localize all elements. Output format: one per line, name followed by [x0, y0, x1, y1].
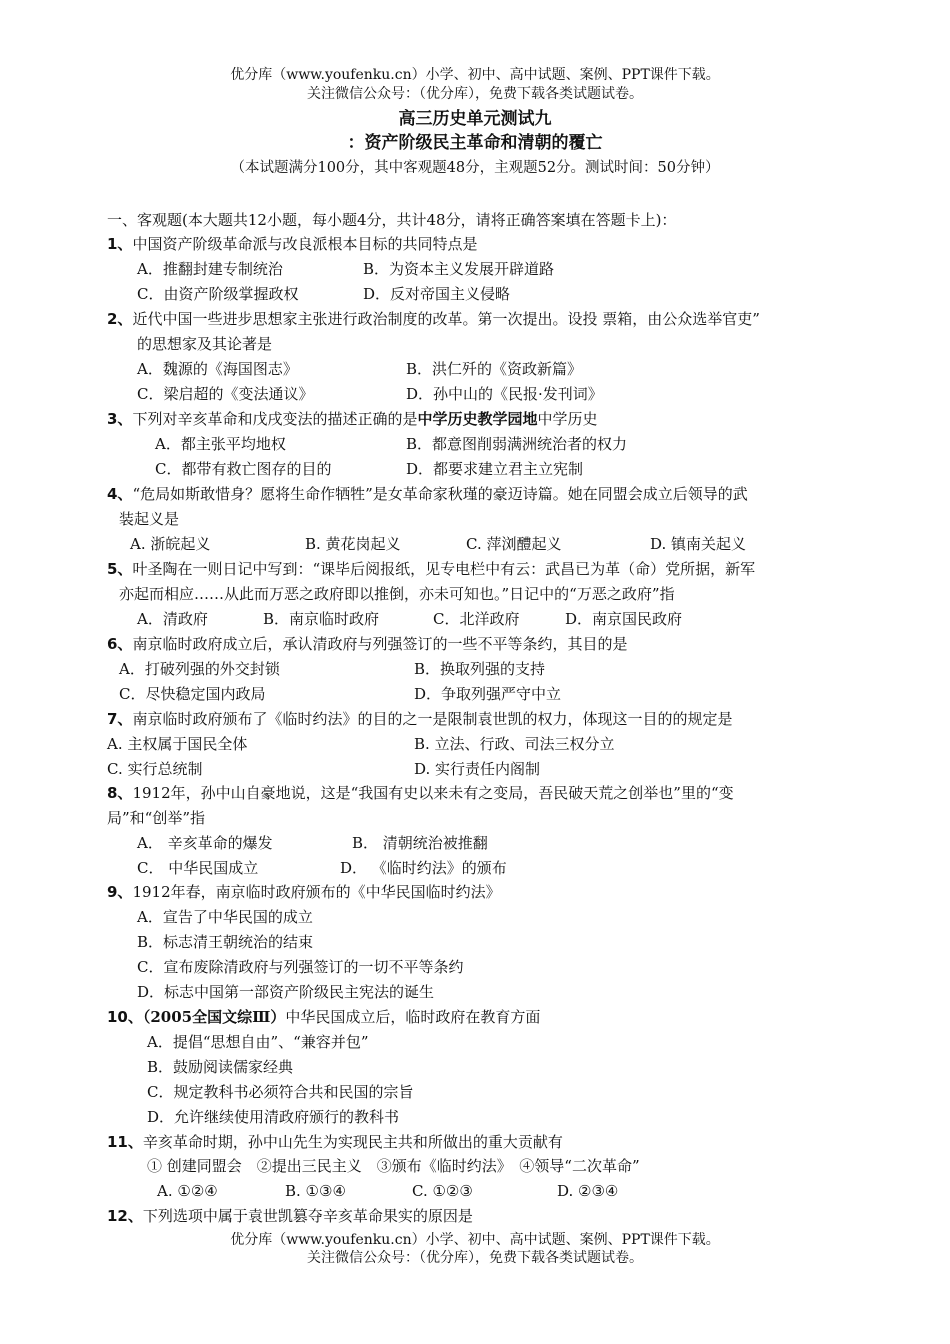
exam-subtitle: ：资产阶级民主革命和清朝的覆亡: [347, 133, 603, 153]
footer-line-2: 关注微信公众号：（优分库），免费下载各类试题试卷。: [307, 1250, 643, 1266]
question-stem: 中国资产阶级革命派与改良派根本目标的共同特点是: [132, 235, 478, 253]
option-a: A． 辛亥革命的爆发: [137, 834, 273, 852]
option-a: A. ①②④: [157, 1182, 218, 1200]
option-d: D．南京国民政府: [565, 610, 683, 628]
question-4-cont: 装起义是: [119, 510, 180, 528]
question-6: [107, 633, 627, 655]
question-8-cont: 局”和“创举”指: [107, 809, 206, 827]
question-number: 7、: [107, 710, 133, 728]
question-7: [107, 708, 732, 730]
question-3: [107, 408, 597, 430]
option-d: D．孙中山的《民报·发刊词》: [406, 385, 603, 403]
option-b: B． 清朝统治被推翻: [352, 834, 488, 852]
option-a: A．都主张平均地权: [155, 435, 286, 453]
question-stem: 下列选项中属于袁世凯篡夺辛亥革命果实的原因是: [142, 1207, 473, 1225]
option-b: B．换取列强的支持: [414, 660, 546, 678]
question-number: 5、: [107, 560, 133, 578]
question-number: 11、: [107, 1133, 143, 1151]
exam-note: （本试题满分100分，其中客观题48分，主观题52分。测试时间：50分钟）: [230, 160, 720, 176]
question-stem: 南京临时政府成立后，承认清政府与列强签订的一些不平等条约，其目的是: [132, 635, 628, 653]
question-stem: 1912年，孙中山自豪地说，这是“我国有史以来未有之变局，吾民破天荒之创举也”里的“变: [132, 784, 734, 802]
option-c: C．规定教科书必须符合共和民国的宗旨: [147, 1083, 414, 1101]
option-a: A. 主权属于国民全体: [107, 735, 248, 753]
option-c: C．由资产阶级掌握政权: [137, 285, 299, 303]
option-b: B. 黄花岗起义: [305, 535, 401, 553]
question-number: 1、: [107, 235, 133, 253]
question-11-items: ① 创建同盟会 ②提出三民主义 ③颁布《临时约法》 ④领导“二次革命”: [147, 1157, 640, 1175]
question-number: 2、: [107, 310, 133, 328]
question-8: [107, 782, 734, 804]
option-c: C．北洋政府: [433, 610, 520, 628]
option-d: D. 镇南关起义: [650, 535, 747, 553]
option-a: A．打破列强的外交封锁: [119, 660, 280, 678]
option-b: B. 立法、行政、司法三权分立: [414, 735, 615, 753]
option-d: D．都要求建立君主立宪制: [406, 460, 584, 478]
option-c: C．梁启超的《变法通议》: [137, 385, 314, 403]
question-5-cont: 亦起而相应……从此而万恶之政府即以推倒，亦未可知也。”日记中的“万恶之政府”指: [119, 585, 675, 603]
header-line-1: 优分库（www.youfenku.cn）小学、初中、高中试题、案例、PPT课件下载。: [230, 67, 720, 83]
question-number: 9、: [107, 883, 133, 901]
question-number: 4、: [107, 485, 133, 503]
option-c: C． 中华民国成立: [137, 859, 259, 877]
option-d: D． 《临时约法》的颁布: [340, 859, 507, 877]
section-heading: 一、客观题(本大题共12小题，每小题4分，共计48分，请将正确答案填在答题卡上)：: [107, 211, 677, 229]
question-5: [107, 558, 755, 580]
option-c: C．都带有救亡图存的目的: [155, 460, 332, 478]
option-b: B．为资本主义发展开辟道路: [363, 260, 555, 278]
option-b: B．鼓励阅读儒家经典: [147, 1058, 294, 1076]
option-b: B．南京临时政府: [263, 610, 380, 628]
option-a: A．提倡“思想自由”、“兼容并包”: [147, 1033, 369, 1051]
question-number: 10、: [107, 1008, 143, 1026]
option-c: C．宣布废除清政府与列强签订的一切不平等条约: [137, 958, 464, 976]
question-number: 12、: [107, 1207, 143, 1225]
option-d: D．反对帝国主义侵略: [363, 285, 511, 303]
question-number: 8、: [107, 784, 133, 802]
question-2: [107, 308, 760, 330]
watermark-text: 中学历史教学园地: [417, 410, 538, 428]
footer-line-1: 优分库（www.youfenku.cn）小学、初中、高中试题、案例、PPT课件下载。: [230, 1232, 720, 1248]
option-a: A．宣告了中华民国的成立: [137, 908, 313, 926]
question-source: （2005全国文综Ⅲ）: [142, 1008, 286, 1026]
question-stem: 叶圣陶在一则日记中写到：“课毕后阅报纸，见专电栏中有云：武昌已为革（命）党所据，新军: [132, 560, 756, 578]
question-stem: 1912年春，南京临时政府颁布的《中华民国临时约法》: [132, 883, 501, 901]
question-4: [107, 483, 748, 505]
exam-title: 高三历史单元测试九: [398, 109, 552, 129]
option-b: B．标志清王朝统治的结束: [137, 933, 314, 951]
option-c: C. 实行总统制: [107, 760, 203, 778]
option-c: C．尽快稳定国内政局: [119, 685, 266, 703]
option-c: C. ①②③: [412, 1182, 473, 1200]
option-a: A．推翻封建专制统治: [137, 260, 283, 278]
question-12: [107, 1205, 473, 1227]
option-d: D．标志中国第一部资产阶级民主宪法的诞生: [137, 983, 435, 1001]
option-c: C. 萍浏醴起义: [466, 535, 562, 553]
option-a: A．魏源的《海国图志》: [137, 360, 298, 378]
option-b: B. ①③④: [285, 1182, 346, 1200]
option-b: B．都意图削弱满洲统治者的权力: [406, 435, 628, 453]
option-b: B．洪仁歼的《资政新篇》: [406, 360, 583, 378]
question-number: 6、: [107, 635, 133, 653]
option-d: D. ②③④: [557, 1182, 619, 1200]
question-10: [107, 1006, 540, 1028]
question-stem: 中华民国成立后，临时政府在教育方面: [285, 1008, 541, 1026]
question-stem: 下列对辛亥革命和戊戌变法的描述正确的是: [132, 410, 418, 428]
question-2-cont: 的思想家及其论著是: [137, 335, 273, 353]
option-d: D．争取列强严守中立: [414, 685, 562, 703]
watermark-tail: 中学历史: [537, 410, 598, 428]
option-d: D. 实行责任内阁制: [414, 760, 541, 778]
question-stem: 辛亥革命时期，孙中山先生为实现民主共和所做出的重大贡献有: [142, 1133, 563, 1151]
option-a: A. 浙皖起义: [130, 535, 211, 553]
question-stem: “危局如斯敢惜身？愿将生命作牺牲”是女革命家秋瑾的豪迈诗篇。她在同盟会成立后领导的武: [132, 485, 748, 503]
option-a: A．清政府: [137, 610, 208, 628]
question-1: [107, 233, 477, 255]
question-number: 3、: [107, 410, 133, 428]
header-line-2: 关注微信公众号：（优分库），免费下载各类试题试卷。: [307, 86, 643, 102]
question-stem: 南京临时政府颁布了《临时约法》的目的之一是限制袁世凯的权力，体现这一目的的规定是: [132, 710, 733, 728]
option-d: D．允许继续使用清政府颁行的教科书: [147, 1108, 400, 1126]
question-9: [107, 881, 501, 903]
question-11: [107, 1131, 563, 1153]
question-stem: 近代中国一些进步思想家主张进行政治制度的改革。第一次提出。设投 票箱，由公众选举官吏”: [132, 310, 760, 328]
